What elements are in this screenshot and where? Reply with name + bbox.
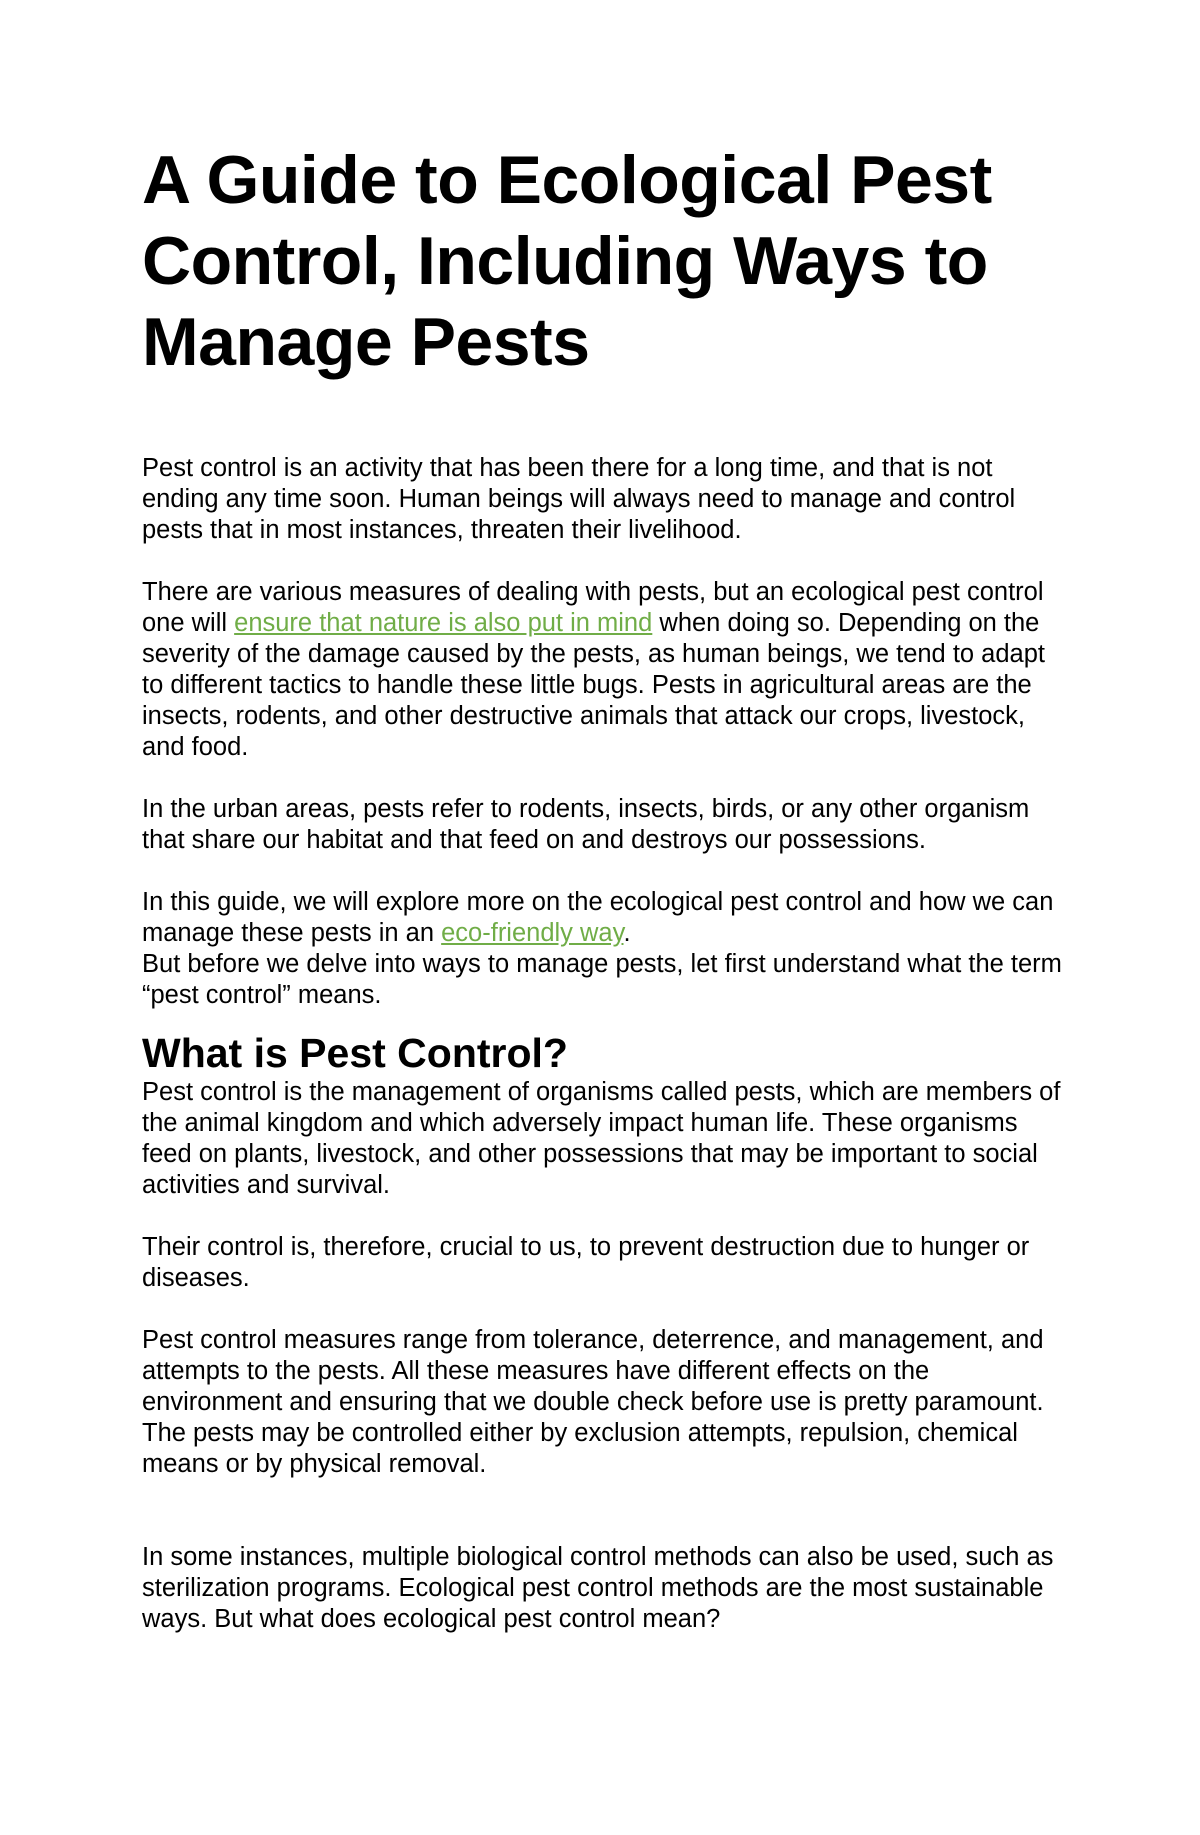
section-paragraph-3: Pest control measures range from tolerance, deterrence, and management, and attempts to the pests. All these measures have different effects on the environment and ensuring that we double check before use is pretty paramount. The pests may be controlled either by exclusion attempts, repulsion, chemical means or by physical removal. <box>142 1326 1044 1478</box>
section-paragraph-1: Pest control is the management of organisms called pests, which are members of the animal kingdom and which adversely impact human life. These organisms feed on plants, livestock, and other possessions that may be important to social activities and survival. <box>142 1078 1061 1199</box>
intro-paragraph-2-text-b: when doing so. Depending on the severity of the damage caused by the pests, as human beings, we tend to adapt to different tactics to handle these little bugs. Pests in agricultural areas are the insects, rodents, and other destructive animals that attack our crops, livestock, and food. <box>142 609 1045 761</box>
intro-paragraph-4-text-a: In this guide, we will explore more on the ecological pest control and how we can manage these pests in an <box>142 888 1054 947</box>
document-page <box>142 140 1072 1635</box>
section-paragraph-2: Their control is, therefore, crucial to us, to prevent destruction due to hunger or diseases. <box>142 1233 1030 1292</box>
section-paragraph-4: In some instances, multiple biological control methods can also be used, such as sterilization programs. Ecological pest control methods are the most sustainable ways. But what does ecological pest control mean? <box>142 1543 1054 1633</box>
eco-friendly-link[interactable]: eco-friendly way <box>441 919 624 947</box>
section-heading-what-is-pest-control: What is Pest Control? <box>142 1030 568 1076</box>
nature-link[interactable]: ensure that nature is also put in mind <box>234 609 653 637</box>
page-title: A Guide to Ecological Pest Control, Including Ways to Manage Pests <box>142 142 992 380</box>
intro-paragraph-3: In the urban areas, pests refer to rodents, insects, birds, or any other organism that share our habitat and that feed on and destroys our possessions. <box>142 795 1030 854</box>
intro-paragraph-2 <box>142 577 1072 763</box>
intro-paragraph-5: But before we delve into ways to manage pests, let first understand what the term “pest control” means. <box>142 950 1062 1009</box>
intro-paragraph-1: Pest control is an activity that has been there for a long time, and that is not ending any time soon. Human beings will always need to manage and control pests that in most instances, threaten their livelihood. <box>142 454 1016 544</box>
intro-paragraph-4-text-b: . <box>623 919 631 947</box>
intro-paragraph-4 <box>142 887 1072 949</box>
intro-paragraph-2-text-a: There are various measures of dealing with pests, but an ecological pest control one will <box>142 578 1044 637</box>
